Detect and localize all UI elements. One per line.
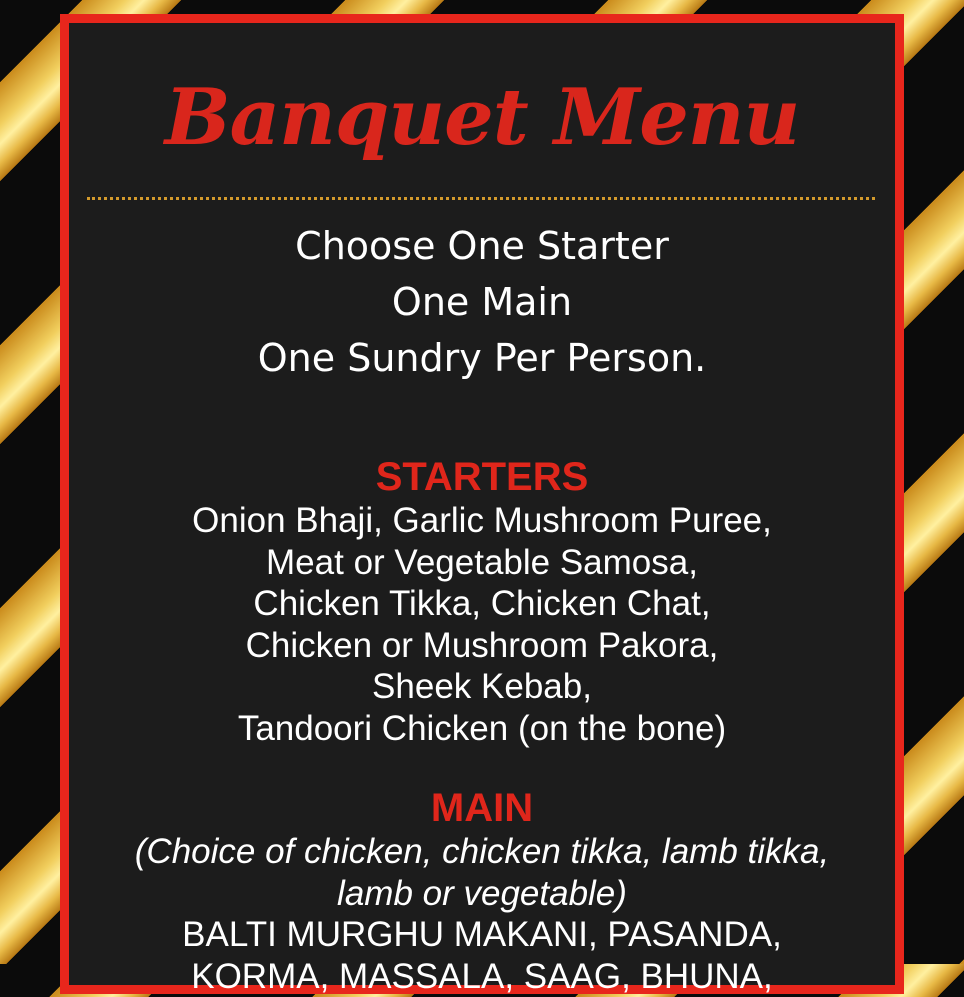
starter-item-line: Chicken Tikka, Chicken Chat, <box>69 583 895 625</box>
starter-item-line: Meat or Vegetable Samosa, <box>69 542 895 584</box>
starters-heading: STARTERS <box>69 454 895 500</box>
main-note-line: lamb or vegetable) <box>69 873 895 915</box>
main-heading: MAIN <box>69 785 895 831</box>
main-item-line: BALTI MURGHU MAKANI, PASANDA, <box>69 914 895 956</box>
menu-frame <box>60 14 904 994</box>
intro-block <box>69 218 895 386</box>
menu-title: Banquet Menu <box>69 23 895 157</box>
main-item-line: KORMA, MASSALA, SAAG, BHUNA, <box>69 956 895 997</box>
starter-item-line: Onion Bhaji, Garlic Mushroom Puree, <box>69 500 895 542</box>
intro-line: Choose One Starter <box>69 218 895 274</box>
menu-panel <box>69 23 895 985</box>
main-choice-note <box>69 831 895 914</box>
starter-item-line: Tandoori Chicken (on the bone) <box>69 708 895 750</box>
main-list <box>69 914 895 997</box>
starters-list <box>69 500 895 749</box>
intro-line: One Sundry Per Person. <box>69 330 895 386</box>
intro-line: One Main <box>69 274 895 330</box>
starter-item-line: Sheek Kebab, <box>69 666 895 708</box>
main-note-line: (Choice of chicken, chicken tikka, lamb tikka, <box>69 831 895 873</box>
starter-item-line: Chicken or Mushroom Pakora, <box>69 625 895 667</box>
dotted-divider <box>87 197 875 200</box>
